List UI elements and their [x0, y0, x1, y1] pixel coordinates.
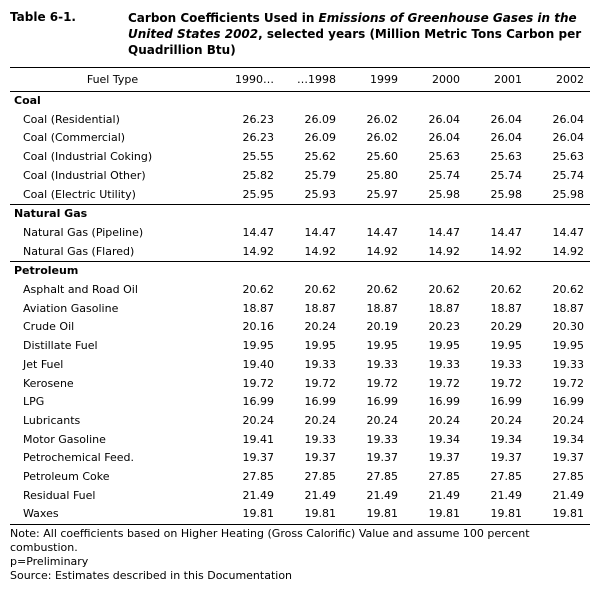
fuel-type-cell: Distillate Fuel	[23, 339, 98, 353]
value-cell: 25.63	[552, 150, 584, 164]
table-row	[10, 167, 590, 186]
fuel-type-cell: Petroleum Coke	[23, 470, 110, 484]
value-cell: 14.47	[366, 225, 398, 239]
fuel-type-cell: Jet Fuel	[23, 357, 64, 371]
column-header: 1999	[342, 68, 404, 92]
table-row	[10, 111, 590, 130]
value-cell: 16.99	[428, 395, 460, 409]
table-row	[10, 300, 590, 319]
value-cell: 26.09	[304, 112, 336, 126]
value-cell: 27.85	[366, 470, 398, 484]
group-row	[10, 205, 590, 224]
value-cell: 14.92	[366, 244, 398, 258]
value-cell: 19.72	[366, 376, 398, 390]
group-row	[10, 262, 590, 281]
value-cell: 25.60	[366, 150, 398, 164]
value-cell: 14.92	[242, 244, 274, 258]
table-row	[10, 186, 590, 205]
value-cell: 19.37	[242, 451, 274, 465]
header-row	[10, 68, 590, 92]
coefficients-table	[10, 67, 590, 525]
value-cell: 19.33	[304, 432, 336, 446]
table-id: Table 6-1.	[10, 10, 76, 24]
value-cell: 20.23	[428, 320, 460, 334]
value-cell: 20.62	[428, 283, 460, 297]
value-cell: 14.92	[552, 244, 584, 258]
source-note: Source: Estimates described in this Documentation	[10, 569, 293, 582]
value-cell: 16.99	[366, 395, 398, 409]
value-cell: 20.24	[490, 413, 522, 427]
value-cell: 18.87	[428, 301, 460, 315]
value-cell: 18.87	[552, 301, 584, 315]
column-header: …1998	[280, 68, 342, 92]
table-row	[10, 337, 590, 356]
value-cell: 20.62	[552, 283, 584, 297]
value-cell: 19.37	[366, 451, 398, 465]
value-cell: 16.99	[242, 395, 274, 409]
value-cell: 19.95	[428, 339, 460, 353]
table-title-part: , selected years (Million Metric Tons Carbon per Quadrillion Btu)	[128, 27, 582, 57]
value-cell: 18.87	[366, 301, 398, 315]
group-label: Natural Gas	[10, 205, 590, 224]
value-cell: 25.98	[490, 187, 522, 201]
value-cell: 25.62	[304, 150, 336, 164]
table-row	[10, 487, 590, 506]
value-cell: 19.34	[428, 432, 460, 446]
value-cell: 25.97	[366, 187, 398, 201]
value-cell: 25.79	[304, 168, 336, 182]
table-row	[10, 468, 590, 487]
value-cell: 20.24	[304, 413, 336, 427]
value-cell: 21.49	[304, 488, 336, 502]
value-cell: 21.49	[490, 488, 522, 502]
value-cell: 19.37	[490, 451, 522, 465]
table-title-block	[10, 10, 590, 68]
value-cell: 19.72	[428, 376, 460, 390]
value-cell: 19.81	[404, 505, 466, 524]
value-cell: 19.95	[242, 339, 274, 353]
value-cell: 19.34	[490, 432, 522, 446]
value-cell: 19.33	[428, 357, 460, 371]
column-header: Fuel Type	[10, 68, 215, 92]
fuel-type-cell: Residual Fuel	[23, 488, 96, 502]
table-row	[10, 148, 590, 167]
table-row	[10, 224, 590, 243]
value-cell: 19.37	[428, 451, 460, 465]
table-body	[10, 92, 590, 525]
value-cell: 19.41	[242, 432, 274, 446]
value-cell: 25.74	[490, 168, 522, 182]
fuel-type-cell: Asphalt and Road Oil	[23, 283, 138, 297]
value-cell: 19.40	[242, 357, 274, 371]
fuel-type-cell: Crude Oil	[23, 320, 75, 334]
table-row	[10, 412, 590, 431]
value-cell: 25.98	[552, 187, 584, 201]
table-row	[10, 281, 590, 300]
fuel-type-cell: Natural Gas (Pipeline)	[23, 225, 144, 239]
value-cell: 26.04	[552, 112, 584, 126]
value-cell: 18.87	[490, 301, 522, 315]
value-cell: 26.04	[428, 112, 460, 126]
value-cell: 19.72	[552, 376, 584, 390]
value-cell: 25.98	[428, 187, 460, 201]
value-cell: 14.47	[242, 225, 274, 239]
value-cell: 20.24	[366, 413, 398, 427]
fuel-type-cell: Aviation Gasoline	[23, 301, 119, 315]
value-cell: 19.33	[366, 357, 398, 371]
table-row	[10, 318, 590, 337]
fuel-type-cell: Petrochemical Feed.	[23, 451, 134, 465]
value-cell: 14.92	[304, 244, 336, 258]
value-cell: 26.02	[366, 131, 398, 145]
value-cell: 20.24	[552, 413, 584, 427]
column-header: 2002	[528, 68, 590, 92]
value-cell: 19.72	[490, 376, 522, 390]
value-cell: 16.99	[304, 395, 336, 409]
value-cell: 20.19	[366, 320, 398, 334]
value-cell: 19.33	[304, 357, 336, 371]
value-cell: 26.23	[242, 131, 274, 145]
value-cell: 27.85	[428, 470, 460, 484]
value-cell: 19.37	[552, 451, 584, 465]
value-cell: 19.81	[280, 505, 342, 524]
fuel-type-cell: Motor Gasoline	[23, 432, 106, 446]
value-cell: 19.95	[304, 339, 336, 353]
value-cell: 20.62	[490, 283, 522, 297]
value-cell: 14.47	[428, 225, 460, 239]
value-cell: 19.33	[552, 357, 584, 371]
value-cell: 25.93	[304, 187, 336, 201]
value-cell: 14.92	[490, 244, 522, 258]
table-row	[10, 375, 590, 394]
fuel-type-cell: Coal (Commercial)	[23, 131, 126, 145]
value-cell: 19.95	[366, 339, 398, 353]
value-cell: 14.92	[428, 244, 460, 258]
column-header: 2000	[404, 68, 466, 92]
fuel-type-cell: Coal (Residential)	[23, 112, 120, 126]
value-cell: 20.62	[304, 283, 336, 297]
fuel-type-cell: LPG	[23, 395, 45, 409]
value-cell: 19.81	[215, 505, 280, 524]
value-cell: 26.04	[490, 131, 522, 145]
fuel-type-cell: Kerosene	[23, 376, 74, 390]
table-row	[10, 431, 590, 450]
value-cell: 19.72	[242, 376, 274, 390]
publication-title: Emissions of Greenhouse Gases in the United States 2002	[128, 11, 577, 41]
value-cell: 25.82	[242, 168, 274, 182]
table-row	[10, 449, 590, 468]
value-cell: 19.81	[528, 505, 590, 524]
preliminary-note: p=Preliminary	[10, 555, 89, 568]
value-cell: 20.62	[242, 283, 274, 297]
value-cell: 20.24	[428, 413, 460, 427]
value-cell: 27.85	[552, 470, 584, 484]
column-header: 2001	[466, 68, 528, 92]
value-cell: 16.99	[552, 395, 584, 409]
value-cell: 20.62	[366, 283, 398, 297]
fuel-type-cell: Coal (Industrial Other)	[23, 168, 146, 182]
value-cell: 19.72	[304, 376, 336, 390]
value-cell: 19.81	[466, 505, 528, 524]
column-header: 1990…	[215, 68, 280, 92]
table-row	[10, 356, 590, 375]
note-text: Note: All coefficients based on Higher Heating (Gross Calorific) Value and assume 100 percent combustion.	[10, 527, 530, 554]
fuel-type-cell: Coal (Electric Utility)	[23, 187, 136, 201]
table-title-part: Carbon Coefficients Used in	[128, 11, 319, 25]
value-cell: 25.80	[366, 168, 398, 182]
value-cell: 19.33	[366, 432, 398, 446]
value-cell: 25.55	[242, 150, 274, 164]
fuel-type-cell: Natural Gas (Flared)	[23, 244, 135, 258]
value-cell: 26.04	[428, 131, 460, 145]
value-cell: 27.85	[490, 470, 522, 484]
fuel-type-cell: Coal (Industrial Coking)	[23, 150, 153, 164]
value-cell: 20.16	[242, 320, 274, 334]
value-cell: 19.37	[304, 451, 336, 465]
table-row	[10, 243, 590, 262]
value-cell: 18.87	[242, 301, 274, 315]
table-row	[10, 393, 590, 412]
value-cell: 20.24	[304, 320, 336, 334]
table-row	[10, 129, 590, 148]
table-notes	[10, 527, 590, 583]
value-cell: 27.85	[242, 470, 274, 484]
value-cell: 26.04	[552, 131, 584, 145]
value-cell: 27.85	[304, 470, 336, 484]
value-cell: 25.95	[242, 187, 274, 201]
value-cell: 16.99	[490, 395, 522, 409]
value-cell: 21.49	[366, 488, 398, 502]
value-cell: 19.34	[552, 432, 584, 446]
group-label: Petroleum	[10, 262, 590, 281]
value-cell: 26.23	[242, 112, 274, 126]
value-cell: 18.87	[304, 301, 336, 315]
value-cell: 21.49	[552, 488, 584, 502]
group-label: Coal	[10, 92, 590, 111]
value-cell: 21.49	[428, 488, 460, 502]
table-row	[10, 505, 590, 524]
value-cell: 14.47	[304, 225, 336, 239]
value-cell: 26.09	[304, 131, 336, 145]
value-cell: 19.95	[552, 339, 584, 353]
value-cell: 19.33	[490, 357, 522, 371]
fuel-type-cell: Lubricants	[23, 413, 81, 427]
value-cell: 14.47	[490, 225, 522, 239]
value-cell: 14.47	[552, 225, 584, 239]
value-cell: 21.49	[242, 488, 274, 502]
value-cell: 26.02	[366, 112, 398, 126]
value-cell: 26.04	[490, 112, 522, 126]
value-cell: 25.63	[490, 150, 522, 164]
value-cell: 19.95	[490, 339, 522, 353]
value-cell: 25.74	[428, 168, 460, 182]
value-cell: 25.63	[428, 150, 460, 164]
value-cell: 19.81	[342, 505, 404, 524]
value-cell: 20.30	[552, 320, 584, 334]
value-cell: 20.24	[242, 413, 274, 427]
fuel-type-cell: Waxes	[10, 505, 215, 524]
table-title	[128, 10, 590, 58]
value-cell: 20.29	[490, 320, 522, 334]
group-row	[10, 92, 590, 111]
value-cell: 25.74	[552, 168, 584, 182]
